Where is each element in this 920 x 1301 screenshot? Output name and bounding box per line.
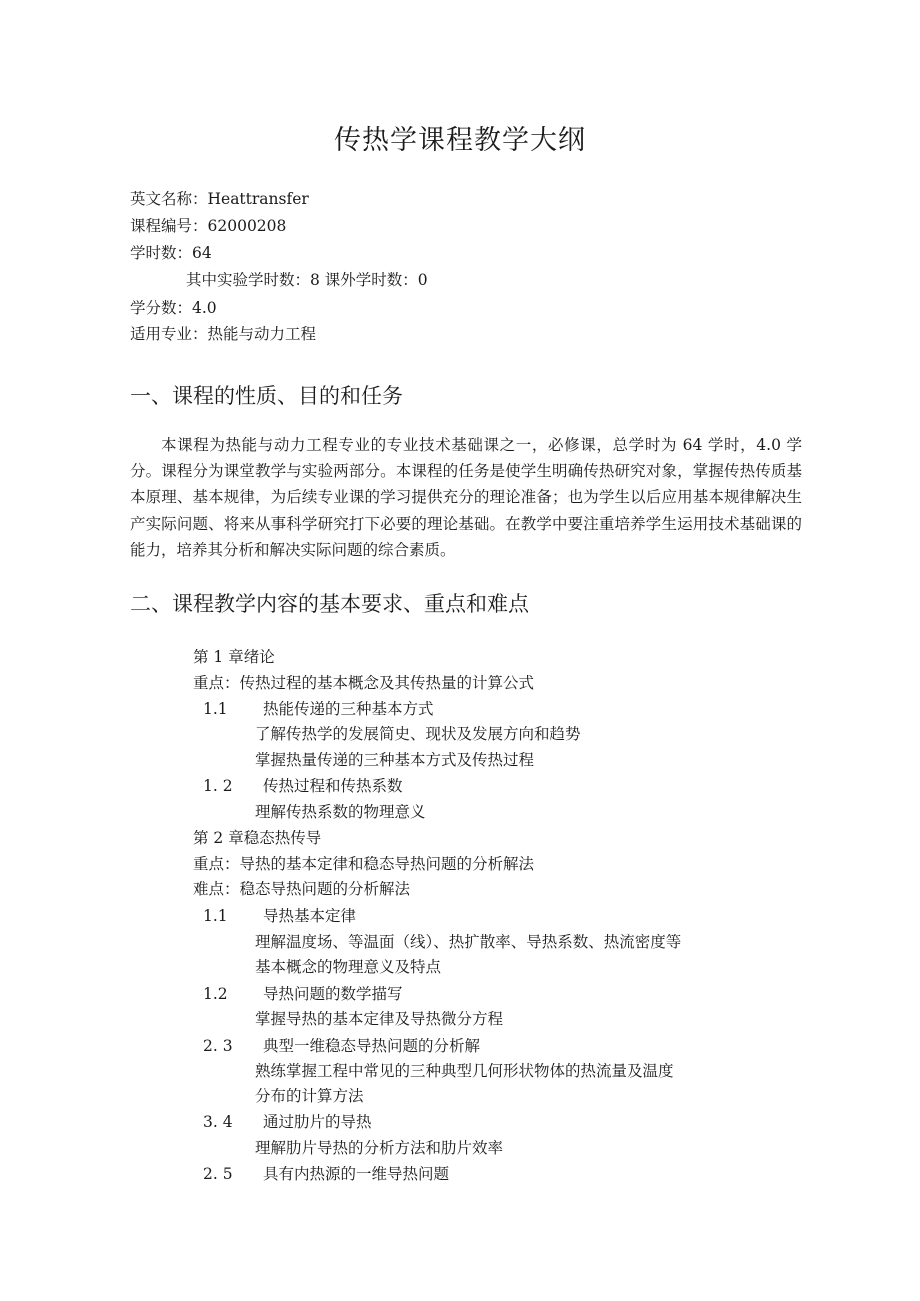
hours-detail: 其中实验学时数：8 课外学时数：0 [186, 271, 428, 289]
chapter-2-section-1-desc-1: 理解温度场、等温面（线）、热扩散率、导热系数、热流密度等 [255, 933, 682, 951]
chapter-2-section-1-desc-2: 基本概念的物理意义及特点 [255, 958, 442, 976]
chapter-2-section-2-desc-1: 掌握导热的基本定律及导热微分方程 [255, 1010, 504, 1028]
section-title: 典型一维稳态导热问题的分析解 [263, 1037, 481, 1055]
credits: 学分数：4.0 [130, 299, 217, 317]
section-1-heading: 一、课程的性质、目的和任务 [130, 384, 403, 408]
page-title: 传热学课程教学大纲 [334, 125, 586, 156]
chapter-2-section-3-desc-1: 熟练掌握工程中常见的三种典型几何形状物体的热流量及温度 [255, 1062, 674, 1080]
chapter-2-key: 重点：导热的基本定律和稳态导热问题的分析解法 [193, 855, 535, 873]
section-2-heading: 二、课程教学内容的基本要求、重点和难点 [130, 592, 529, 616]
chapter-1-section-2-desc-1: 理解传热系数的物理意义 [255, 803, 426, 821]
chapter-2-section-4-desc-1: 理解肋片导热的分析方法和肋片效率 [255, 1139, 504, 1157]
chapter-1-section-1 [203, 699, 434, 719]
section-title: 传热过程和传热系数 [263, 777, 403, 795]
section-title: 具有内热源的一维导热问题 [263, 1165, 450, 1183]
section-title: 通过肋片的导热 [263, 1113, 372, 1131]
chapter-2-title: 第 2 章稳态热传导 [193, 829, 322, 847]
chapter-1-key: 重点：传热过程的基本概念及其传热量的计算公式 [193, 674, 535, 692]
major: 适用专业：热能与动力工程 [130, 325, 317, 343]
chapter-1-section-1-desc-1: 了解传热学的发展简史、现状及发展方向和趋势 [255, 725, 581, 743]
english-name: 英文名称：Heattransfer [130, 190, 309, 208]
section-title: 热能传递的三种基本方式 [263, 700, 434, 718]
section-title: 导热问题的数学描写 [263, 985, 403, 1003]
section-number: 1.2 [203, 985, 228, 1003]
chapter-2-difficult: 难点：稳态导热问题的分析解法 [193, 880, 411, 898]
chapter-1-title: 第 1 章绪论 [193, 648, 275, 666]
section-number: 1. 2 [203, 777, 233, 795]
course-code: 课程编号：62000208 [130, 217, 287, 235]
section-number: 2. 5 [203, 1165, 233, 1183]
chapter-1-section-1-desc-2: 掌握热量传递的三种基本方式及传热过程 [255, 751, 535, 769]
section-number: 3. 4 [203, 1113, 233, 1131]
chapter-2-section-2 [203, 984, 403, 1004]
section-number: 2. 3 [203, 1037, 233, 1055]
section-number: 1.1 [203, 907, 228, 925]
chapter-2-section-5 [203, 1164, 449, 1184]
section-1-body: 本课程为热能与动力工程专业的专业技术基础课之一，必修课，总学时为 64 学时，4.0 学分。课程分为课堂教学与实验两部分。本课程的任务是使学生明确传热研究对象，掌握传热传质基本原理、基本规律，为后续专业课的学习提供充分的理论准备；也为学生以后应用基本规律解决生产实际问题、将来从事科学研究打下必要的理论基础。在教学中要注重培养学生运用技术基础课的能力，培养其分析和解决实际问题的综合素质。 [130, 436, 802, 559]
chapter-2-section-3-desc-2: 分布的计算方法 [255, 1087, 364, 1105]
hours: 学时数：64 [130, 244, 212, 262]
section-number: 1.1 [203, 700, 228, 718]
chapter-1-section-2 [203, 776, 403, 796]
chapter-2-section-1 [203, 906, 356, 926]
section-title: 导热基本定律 [263, 907, 357, 925]
chapter-2-section-4 [203, 1112, 372, 1132]
chapter-2-section-3 [203, 1036, 480, 1056]
